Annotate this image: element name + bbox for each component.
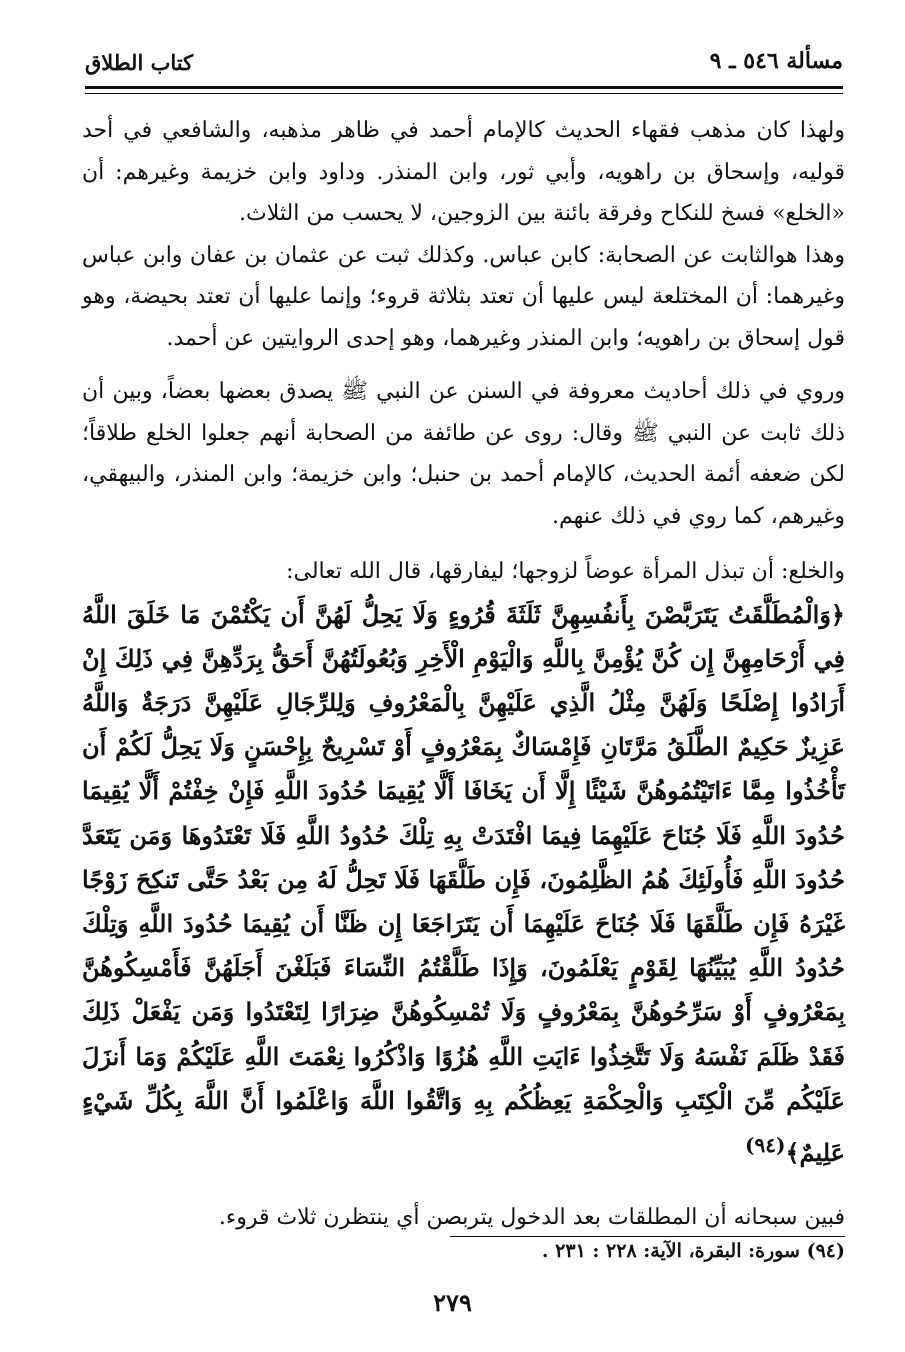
main-text: [82, 110, 845, 1239]
header-rule-thick: [85, 86, 843, 89]
book-title: كتاب الطلاق: [85, 50, 194, 75]
issue-number: مسألة ٥٤٦ ـ ٩: [709, 48, 843, 74]
quran-verses: [82, 593, 845, 1176]
paragraph-4: والخلع: أن تبذل المرأة عوضاً لزوجها؛ ليفارقها، قال الله تعالى:: [286, 559, 845, 584]
footnote: (٩٤) سورة: البقرة، الآية: ٢٢٨ : ٢٣١ .: [541, 1240, 845, 1262]
paragraph-5: فبين سبحانه أن المطلقات بعد الدخول يتربصن أي ينتظرن ثلاث قروء.: [218, 1205, 845, 1231]
page-number: ٢٧٩: [433, 1288, 472, 1317]
paragraph-2: وهذا هوالثابت عن الصحابة: كابن عباس. وكذلك ثبت عن عثمان بن عفان وابن عباس وغيرهما: أن المختلعة ليس عليها أن تعتد بثلاثة قروء؛ وإنما عليها أن تعتد بحيضة، وهو قول إسحاق بن راهويه؛ وابن المنذر وغيرهما، وهو إحدى الروايتين عن أحمد.: [82, 242, 845, 351]
running-header: [85, 42, 843, 86]
footnote-rule: [450, 1236, 845, 1237]
header-rule-thin: [85, 93, 843, 94]
paragraph-3: وروي في ذلك أحاديث معروفة في السنن عن النبي ﷺ يصدق بعضها بعضاً، وبين أن ذلك ثابت عن النبي ﷺ وقال: روى عن طائفة من الصحابة أنهم جعلوا الخلع طلاقاً؛ لكن ضعفه أئمة الحديث، كالإمام أحمد بن حنبل؛ وابن خزيمة؛ وابن المنذر، والبيهقي، وغيرهم، كما روي في ذلك عنهم.: [82, 379, 845, 529]
quran-footnote-ref: (٩٤): [745, 1132, 786, 1157]
paragraph-1: ولهذا كان مذهب فقهاء الحديث كالإمام أحمد في ظاهر مذهبه، والشافعي في أحد قوليه، وإسحاق بن راهويه، وأبي ثور، وابن المنذر. وداود وابن خزيمة وغيرهم: أن «الخلع» فسخ للنكاح وفرقة بائنة بين الزوجين، لا يحسب من الثلاث.: [82, 118, 845, 226]
quran-text: ﴿وَالْمُطَلَّقَتُ يَتَرَبَّصْنَ بِأَنفُسِهِنَّ ثَلَثَةَ قُرُوءٍ وَلَا يَحِلُّ لَهُنَّ أَن يَكْتُمْنَ مَا خَلَقَ اللَّهُ فِي أَرْحَامِهِنَّ إِن كُنَّ يُؤْمِنَّ بِاللَّهِ وَالْيَوْمِ الْأَخِرِ وَبُعُولَتُهُنَّ أَحَقُّ بِرَدِّهِنَّ فِي ذَلِكَ إِنْ أَرَادُوا إِصْلَحًا وَلَهُنَّ مِثْلُ الَّذِي عَلَيْهِنَّ بِالْمَعْرُوفِ وَلِلرِّجَالِ عَلَيْهِنَّ دَرَجَةٌ وَاللَّهُ عَزِيزٌ حَكِيمٌ الطَّلَقُ مَرَّتَانِ فَإِمْسَاكٌ بِمَعْرُوفٍ أَوْ تَسْرِيحٌ بِإِحْسَنٍ وَلَا يَحِلُّ لَكُمْ أَن تَأْخُذُوا مِمَّا ءَاتَيْتُمُوهُنَّ شَيْئًا إِلَّا أَن يَخَافَا أَلَّا يُقِيمَا حُدُودَ اللَّهِ فَإِنْ خِفْتُمْ أَلَّا يُقِيمَا حُدُودَ اللَّهِ فَلَا جُنَاحَ عَلَيْهِمَا فِيمَا افْتَدَتْ بِهِ تِلْكَ حُدُودُ اللَّهِ فَلَا تَعْتَدُوهَا وَمَن يَتَعَدَّ حُدُودَ اللَّهِ فَأُولَئِكَ هُمُ الظَّلِمُونَ، فَإِن طَلَّقَهَا فَلَا تَحِلُّ لَهُ مِن بَعْدُ حَتَّى تَنكِحَ زَوْجًا غَيْرَهُ فَإِن طَلَّقَهَا فَلَا جُنَاحَ عَلَيْهِمَا أَن يَتَرَاجَعَا إِن ظَنَّا أَن يُقِيمَا حُدُودَ اللَّهِ وَتِلْكَ حُدُودُ اللَّهِ يُبَيِّنُهَا لِقَوْمٍ يَعْلَمُونَ، وَإِذَا طَلَّقْتُمُ النِّسَاءَ فَبَلَغْنَ أَجَلَهُنَّ فَأَمْسِكُوهُنَّ بِمَعْرُوفٍ أَوْ سَرِّحُوهُنَّ بِمَعْرُوفٍ وَلَا تُمْسِكُوهُنَّ ضِرَارًا لِتَعْتَدُوا وَمَن يَفْعَلْ ذَلِكَ فَقَدْ ظَلَمَ نَفْسَهُ وَلَا تَتَّخِذُوا ءَايَتِ اللَّهِ هُزُوًا وَاذْكُرُوا نِعْمَتَ اللَّهِ عَلَيْكُمْ وَمَا أَنزَلَ عَلَيْكُم مِّنَ الْكِتَبِ وَالْحِكْمَةِ يَعِظُكُم بِهِ وَاتَّقُوا اللَّهَ وَاعْلَمُوا أَنَّ اللَّهَ بِكُلِّ شَيْءٍ عَلِيمٌ﴾: [82, 599, 846, 1167]
